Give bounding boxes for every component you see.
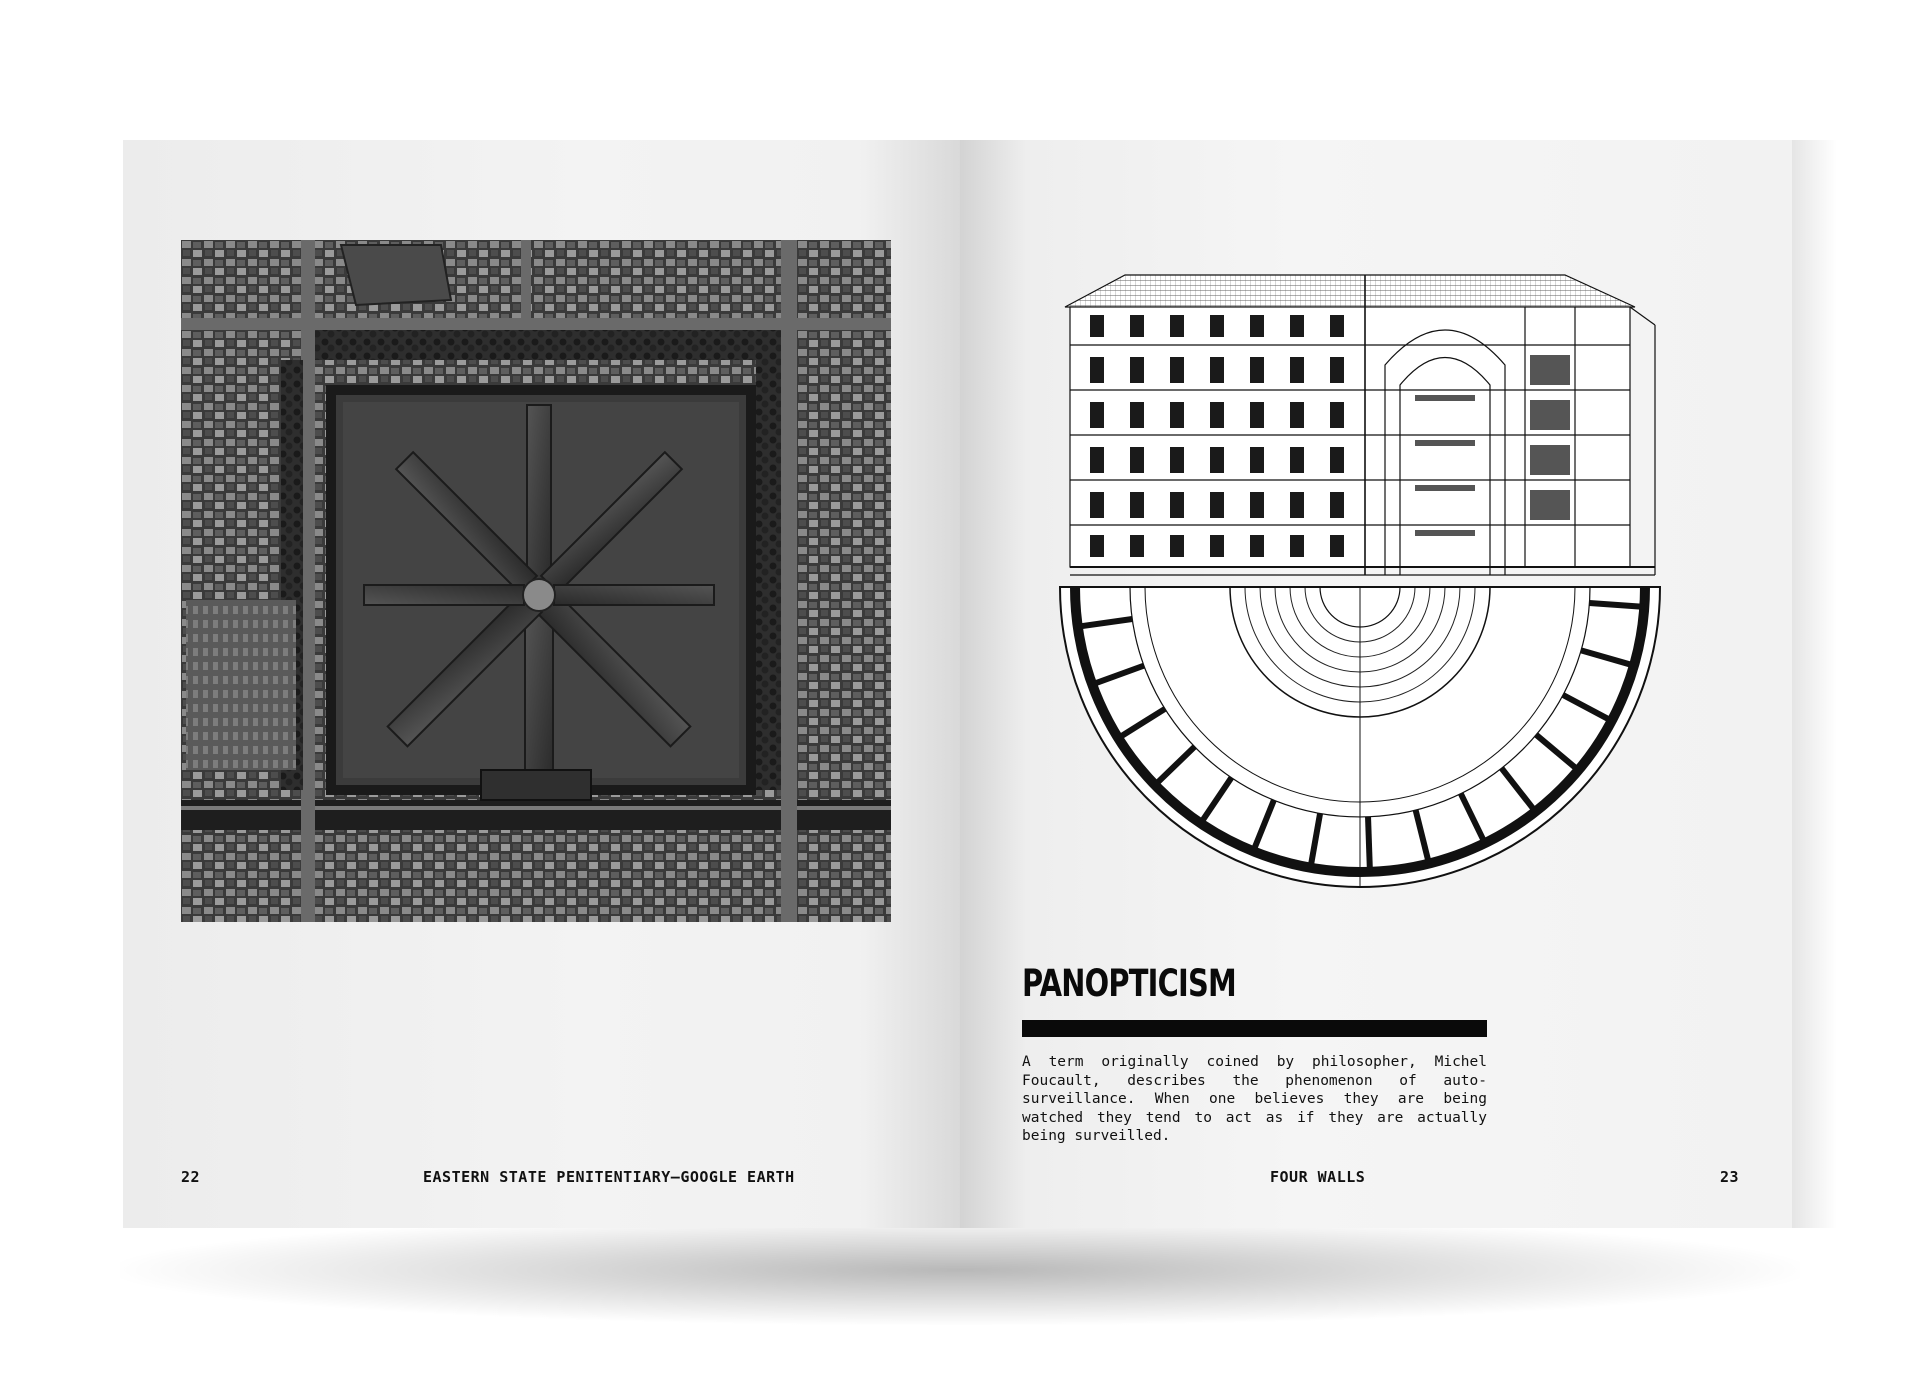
- aerial-photo: [181, 240, 891, 922]
- book-shadow: [120, 1215, 1800, 1325]
- panopticon-drawing: [1055, 235, 1680, 905]
- page-number-right: 23: [1720, 1168, 1740, 1186]
- right-page: [960, 140, 1792, 1228]
- heading-rule: [1022, 1020, 1487, 1037]
- page-edge-shadow: [1792, 140, 1837, 1228]
- article-heading: PANOPTICISM: [1022, 962, 1236, 1005]
- photo-caption: EASTERN STATE PENITENTIARY—GOOGLE EARTH: [423, 1168, 795, 1186]
- page-number-left: 22: [181, 1168, 201, 1186]
- article-body: A term originally coined by philosopher, Michel Foucault, describes the phenomenon of auto-surveillance. When one believes they are being watched they tend to act as if they are actually being surveilled.: [1022, 1054, 1487, 1144]
- running-title: FOUR WALLS: [1270, 1168, 1366, 1186]
- left-page: [123, 140, 960, 1228]
